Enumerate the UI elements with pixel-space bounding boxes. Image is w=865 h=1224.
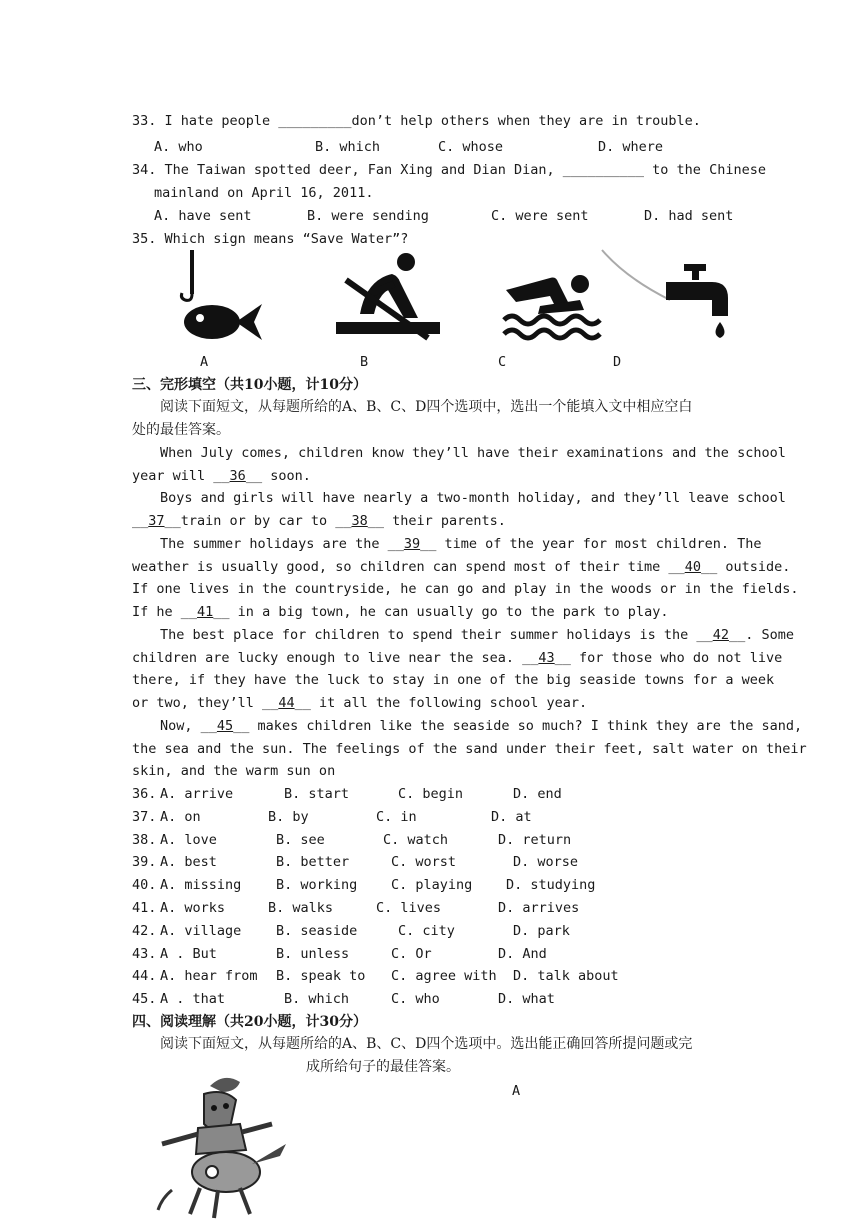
passage-line xyxy=(132,762,335,780)
cloze-option: A. hear from xyxy=(160,968,258,985)
passage-text: __ in a big town, he can usually go to the park to play. xyxy=(213,604,669,620)
passage-text: __ it all the following school year. xyxy=(294,695,588,711)
passage-text: year will __ xyxy=(132,468,230,484)
q34-option-b: B. were sending xyxy=(307,208,429,224)
passage-text: __ outside. xyxy=(700,559,791,575)
cloze-option: C. playing xyxy=(391,877,473,894)
cloze-option: B. unless xyxy=(276,945,350,962)
cloze-option: D. at xyxy=(491,808,532,825)
faucet-water-drop-icon xyxy=(600,248,736,344)
q34-stem-line1: 34. The Taiwan spotted deer, Fan Xing and Dian Dian, __________ to the Chinese xyxy=(132,162,766,178)
cloze-option: C. watch xyxy=(383,831,449,848)
cloze-option: C. who xyxy=(391,991,440,1008)
passage-a-label: A xyxy=(512,1083,521,1099)
section4-instruction-line2: 成所给句子的最佳答案。 xyxy=(306,1059,460,1075)
passage-line xyxy=(160,535,761,553)
cloze-option: A. missing xyxy=(160,877,242,894)
q33-option-d: D. where xyxy=(598,139,664,155)
passage-line xyxy=(132,603,668,621)
cloze-option: D. studying xyxy=(506,877,596,894)
cloze-blank-number: 39 xyxy=(403,536,421,552)
passage-line xyxy=(160,717,802,735)
cloze-question-number: 45. xyxy=(132,991,157,1008)
cloze-question-number: 43. xyxy=(132,945,157,962)
cloze-option: D. end xyxy=(513,786,562,802)
cloze-option: D. arrives xyxy=(498,900,580,916)
cloze-blank-number: 36 xyxy=(229,468,246,484)
cloze-option: A. works xyxy=(160,900,226,916)
passage-line xyxy=(132,580,798,598)
section4-instruction-line1: 阅读下面短文，从每题所给的A、B、C、D四个选项中。选出能正确回答所提问题或完 xyxy=(160,1036,693,1052)
cloze-option: B. better xyxy=(276,854,350,871)
q34-option-d: D. had sent xyxy=(644,208,734,224)
q34-option-c: C. were sent xyxy=(491,208,589,224)
fishing-sign-icon xyxy=(170,248,265,344)
cloze-option: D. talk about xyxy=(513,968,619,985)
cloze-option: B. start xyxy=(284,786,350,802)
cloze-option: A . But xyxy=(160,945,217,962)
cloze-question-number: 39. xyxy=(132,854,157,871)
cartoon-rider-on-donkey-icon xyxy=(152,1072,292,1220)
q35-label-b: B xyxy=(360,354,369,370)
cloze-option: D. park xyxy=(513,922,570,939)
cloze-blank-number: 38 xyxy=(351,513,368,529)
cloze-blank-number: 37 xyxy=(148,513,165,529)
passage-line xyxy=(132,467,311,485)
passage-text: children are lucky enough to live near the sea. __ xyxy=(132,650,539,666)
passage-text: If one lives in the countryside, he can go and play in the woods or in the fields. xyxy=(132,581,799,597)
section3-heading: 三、完形填空（共10小题，计10分） xyxy=(132,377,367,393)
cloze-option: D. return xyxy=(498,831,572,848)
q33-option-a: A. who xyxy=(154,139,203,155)
q34-option-a: A. have sent xyxy=(154,208,252,224)
cloze-option: A . that xyxy=(160,991,226,1008)
cloze-option: C. in xyxy=(376,808,417,825)
passage-text: __train or by car to __ xyxy=(164,513,352,529)
q33-option-c: C. whose xyxy=(438,139,504,155)
q35-label-d: D xyxy=(613,354,622,370)
q35-label-a: A xyxy=(200,354,209,370)
passage-text: When July comes, children know they’ll have their examinations and the school xyxy=(160,445,786,461)
passage-text: __ makes children like the seaside so much? I think they are the sand, xyxy=(233,718,803,734)
cloze-option: B. see xyxy=(276,831,325,848)
q33-option-b: B. which xyxy=(315,139,381,155)
cloze-option: B. working xyxy=(276,877,358,894)
cloze-option: C. city xyxy=(398,922,455,939)
cloze-question-number: 41. xyxy=(132,900,157,916)
cloze-option: C. Or xyxy=(391,945,432,962)
passage-text: skin, and the warm sun on xyxy=(132,763,336,779)
cloze-option: B. by xyxy=(268,808,309,825)
passage-text: __ time of the year for most children. The xyxy=(420,536,762,552)
cloze-blank-number: 43 xyxy=(538,650,555,666)
q33-stem: 33. I hate people _________don’t help others when they are in trouble. xyxy=(132,113,701,129)
cloze-option: A. arrive xyxy=(160,786,234,802)
cloze-option: D. And xyxy=(498,945,547,962)
passage-text: __ for those who do not live xyxy=(554,650,783,666)
passage-text: Boys and girls will have nearly a two-month holiday, and they’ll leave school xyxy=(160,490,786,506)
cloze-question-number: 37. xyxy=(132,808,157,825)
section3-instruction-line2: 处的最佳答案。 xyxy=(132,422,230,438)
cloze-option: A. best xyxy=(160,854,217,871)
passage-text: Now, __ xyxy=(160,718,217,734)
passage-line xyxy=(132,649,782,667)
cloze-option: B. which xyxy=(284,991,350,1008)
passage-text: __ xyxy=(132,513,149,529)
cloze-question-number: 42. xyxy=(132,922,157,939)
cloze-blank-number: 44 xyxy=(278,695,295,711)
passage-line xyxy=(132,558,790,576)
passage-text: The summer holidays are the __ xyxy=(160,536,404,552)
cloze-option: B. seaside xyxy=(276,922,358,939)
cloze-question-number: 40. xyxy=(132,877,157,894)
passage-line xyxy=(132,694,587,712)
swimming-sign-icon xyxy=(500,262,606,344)
section3-instruction-line1: 阅读下面短文，从每题所给的A、B、C、D四个选项中，选出一个能填入文中相应空白 xyxy=(160,399,693,415)
cloze-question-number: 44. xyxy=(132,968,157,985)
passage-text: or two, they’ll __ xyxy=(132,695,279,711)
passage-text: the sea and the sun. The feelings of the sand under their feet, salt water on their xyxy=(132,741,807,757)
cloze-option: C. agree with xyxy=(391,968,497,985)
cloze-blank-number: 41 xyxy=(197,604,214,620)
passage-line xyxy=(132,740,807,758)
cloze-option: C. lives xyxy=(376,900,442,916)
cloze-blank-number: 40 xyxy=(684,559,701,575)
cloze-option: D. what xyxy=(498,991,555,1008)
passage-line xyxy=(160,626,794,644)
cloze-question-number: 36. xyxy=(132,786,157,802)
passage-text: __ soon. xyxy=(245,468,311,484)
cloze-blank-number: 42 xyxy=(712,627,729,643)
passage-text: weather is usually good, so children can spend most of their time __ xyxy=(132,559,685,575)
section4-heading: 四、阅读理解（共20小题，计30分） xyxy=(132,1014,367,1030)
cloze-option: A. village xyxy=(160,922,242,939)
cloze-option: A. love xyxy=(160,831,217,848)
cloze-option: C. worst xyxy=(391,854,457,871)
cloze-option: C. begin xyxy=(398,786,464,802)
cloze-option: D. worse xyxy=(513,854,579,871)
cloze-blank-number: 45 xyxy=(216,718,234,734)
passage-text: __. Some xyxy=(728,627,794,643)
passage-text: there, if they have the luck to stay in one of the big seaside towns for a week xyxy=(132,672,775,688)
passage-line xyxy=(160,489,786,507)
passage-line xyxy=(132,512,506,530)
cloze-option: A. on xyxy=(160,808,201,825)
q35-label-c: C xyxy=(498,354,507,370)
q35-stem: 35. Which sign means “Save Water”? xyxy=(132,231,409,247)
passage-text: The best place for children to spend their summer holidays is the __ xyxy=(160,627,713,643)
cloze-option: B. speak to xyxy=(276,968,366,985)
passage-line xyxy=(160,444,786,462)
cloze-question-number: 38. xyxy=(132,831,157,848)
cloze-option: B. walks xyxy=(268,900,334,916)
rowing-sign-icon xyxy=(332,250,444,344)
passage-text: __ their parents. xyxy=(367,513,506,529)
passage-text: If he __ xyxy=(132,604,198,620)
passage-line xyxy=(132,671,774,689)
q34-stem-line2: mainland on April 16, 2011. xyxy=(154,185,374,201)
